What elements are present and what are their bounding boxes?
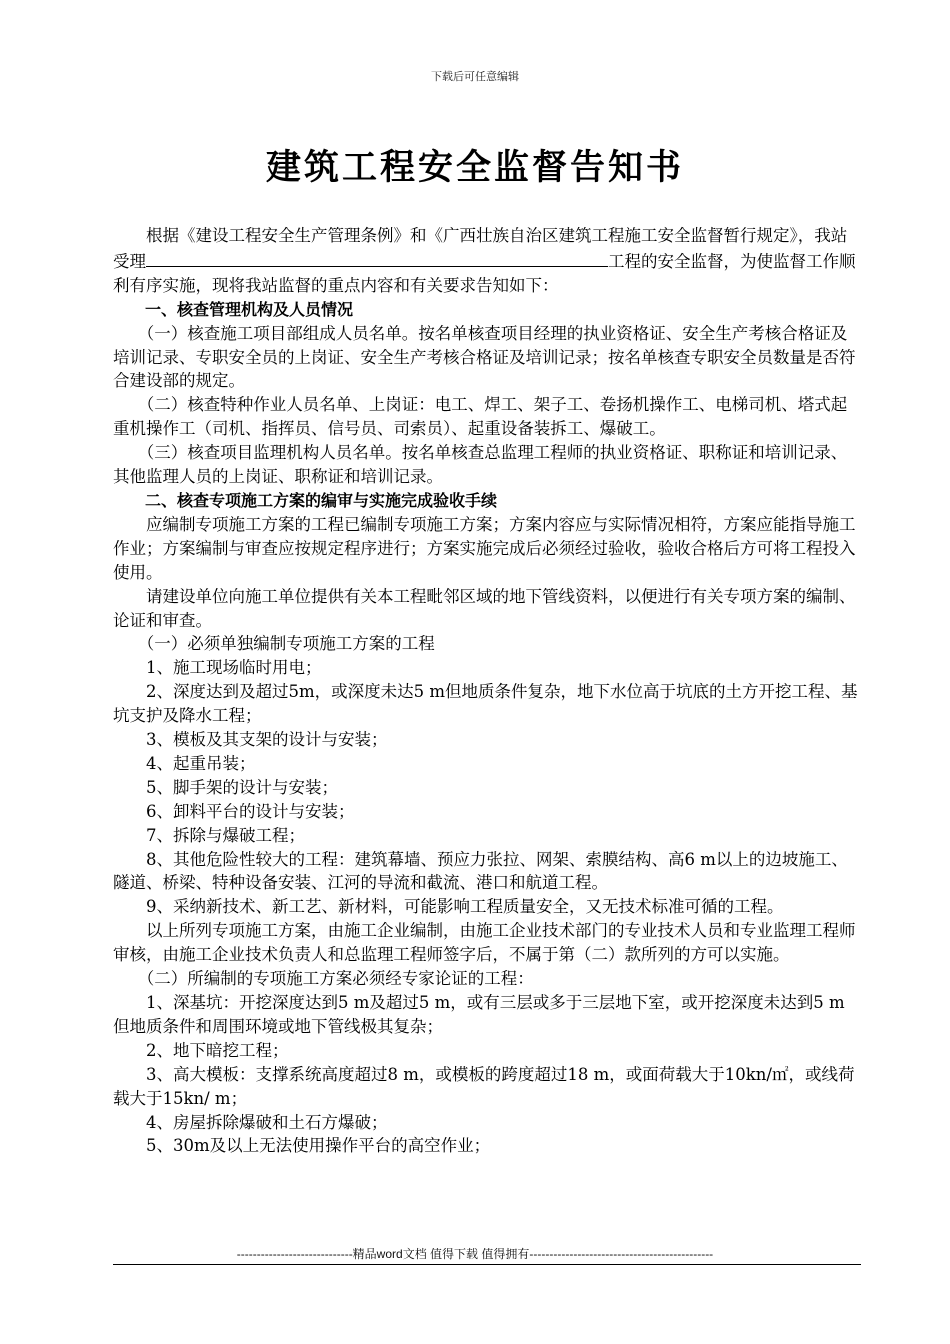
section2-para-2: 请建设单位向施工单位提供有关本工程毗邻区域的地下管线资料，以便进行有关专项方案的编制、论证和审查。 <box>113 586 856 630</box>
project-name-blank <box>146 248 608 267</box>
header-note: 下载后可任意编辑 <box>431 70 519 83</box>
intro-paragraph <box>113 224 861 298</box>
section1-heading: 一、核查管理机构及人员情况 <box>145 299 354 319</box>
section2-para-3: 以上所列专项施工方案，由施工企业编制，由施工企业技术部门的专业技术人员和专业监理工程师审核，由施工企业技术负责人和总监理工程师签字后，不属于第（二）款所列的方可以实施。 <box>113 921 856 965</box>
footer-text: -----------------------------精品word文档 值得下载 值得拥有---------------------------------------------- <box>236 1247 714 1261</box>
section1-para-1: （一）核查施工项目部组成人员名单。按名单核查项目经理的执业资格证、安全生产考核合格证及培训记录、专职安全员的上岗证、安全生产考核合格证及培训记录；按名单核查专职安全员数量是否符合建设部的规定。 <box>113 323 856 391</box>
list-item: 3、高大模板：支撑系统高度超过8 m，或模板的跨度超过18 m，或面荷载大于10kn/㎡，或线荷载大于15kn/ m； <box>113 1064 855 1108</box>
list-item: 3、模板及其支架的设计与安装； <box>146 730 388 750</box>
list-item: 1、施工现场临时用电； <box>146 658 322 678</box>
subsection-1-heading: （一）必须单独编制专项施工方案的工程 <box>137 634 435 654</box>
section2-para-1: 应编制专项施工方案的工程已编制专项施工方案；方案内容应与实际情况相符，方案应能指导施工作业；方案编制与审查应按规定程序进行；方案实施完成后必须经过验收，验收合格后方可将工程投入使用。 <box>113 514 856 582</box>
list-item: 2、深度达到及超过5m，或深度未达5 m但地质条件复杂，地下水位高于坑底的土方开挖工程、基坑支护及降水工程； <box>113 682 858 726</box>
section1-para-3: （三）核查项目监理机构人员名单。按名单核查总监理工程师的执业资格证、职称证和培训记录、其他监理人员的上岗证、职称证和培训记录。 <box>113 443 848 487</box>
list-item: 2、地下暗挖工程； <box>146 1040 289 1060</box>
subsection-2-heading: （二）所编制的专项施工方案必须经专家论证的工程： <box>137 969 534 989</box>
list-item: 5、30m及以上无法使用操作平台的高空作业； <box>146 1136 491 1156</box>
list-item: 6、卸料平台的设计与安装； <box>146 801 355 821</box>
list-item: 4、起重吊装； <box>146 753 256 773</box>
footer-rule <box>113 1264 861 1265</box>
document-title: 建筑工程安全监督告知书 <box>265 148 684 188</box>
list-item: 5、脚手架的设计与安装； <box>146 777 338 797</box>
section1-para-2: （二）核查特种作业人员名单、上岗证：电工、焊工、架子工、卷扬机操作工、电梯司机、塔式起重机操作工（司机、指挥员、信号员、司索员）、起重设备装拆工、爆破工。 <box>113 395 848 439</box>
list-item: 9、采纳新技术、新工艺、新材料，可能影响工程质量安全，又无技术标准可循的工程。 <box>146 897 784 917</box>
list-item: 8、其他危险性较大的工程：建筑幕墙、预应力张拉、网架、索膜结构、高6 m以上的边坡施工、隧道、桥梁、特种设备安装、江河的导流和截流、港口和航道工程。 <box>113 849 848 893</box>
intro-text-b: 工程的安全监督，为使监督工作顺利有序实施，现将我站监督的重点内容和有关要求告知如下： <box>113 251 856 295</box>
list-item: 1、深基坑：开挖深度达到5 m及超过5 m，或有三层或多于三层地下室，或开挖深度未达到5 m但地质条件和周围环境或地下管线极其复杂； <box>113 993 845 1036</box>
list-item: 4、房屋拆除爆破和土石方爆破； <box>146 1112 388 1132</box>
document-body <box>113 224 861 1158</box>
list-item: 7、拆除与爆破工程； <box>146 825 305 845</box>
section2-heading: 二、核查专项施工方案的编审与实施完成验收手续 <box>145 490 498 510</box>
intro-text-a: 根据《建设工程安全生产管理条例》和《广西壮族自治区建筑工程施工安全监督暂行规定》，我站受理 <box>113 226 848 271</box>
